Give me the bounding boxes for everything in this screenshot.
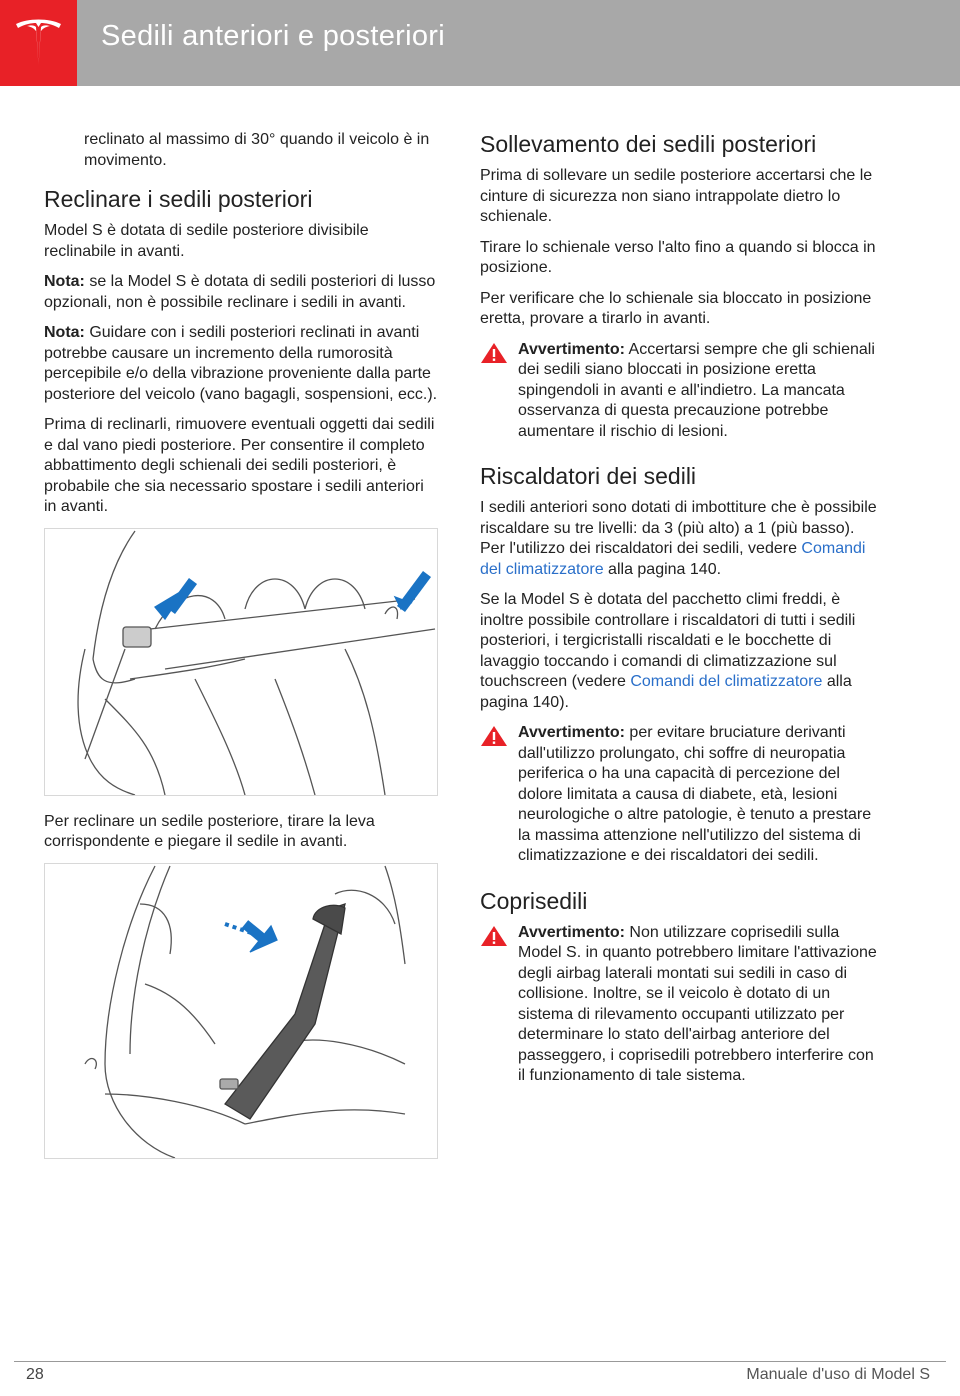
section-heading-heaters: Riscaldatori dei sedili — [480, 463, 697, 489]
warning-label: Avvertimento: — [518, 923, 625, 941]
warning-text: per evitare bruciature derivanti dall'utilizzo prolungato, chi soffre di neuropatia periferica o ha una capacità di percezione del dolore limitata a causa di diabete, età, lesioni neurologiche o altre patologie, è tenuto a prestare la massima attenzione nell'utilizzo del sistema di climatizzazione e dei riscaldatori dei sedili. — [518, 724, 872, 864]
warning-block — [480, 923, 880, 1087]
paragraph: Tirare lo schienale verso l'alto fino a quando si blocca in posizione. — [480, 238, 876, 276]
note-label: Nota: — [44, 273, 85, 290]
paragraph: Per verificare che lo schienale sia bloccato in posizione eretta, provare a tirarlo in avanti. — [480, 289, 872, 327]
text-segment: Se la Model S è dotata del pacchetto climi freddi, è inoltre possibile controllare i riscaldatori di tutti i sedili posteriori, i tergicristalli riscaldati e le bocchette di lavaggio toccando i comandi di climatizzazione sul touchscreen (vedere — [480, 591, 856, 690]
text-segment: I sedili anteriori sono dotati di imbottiture che è possibile riscaldare su tre livelli: da 3 (più alto) a 1 (più basso). Per l'utilizzo dei riscaldatori dei sedili, vedere — [480, 499, 877, 557]
note — [44, 323, 438, 405]
right-column — [480, 130, 880, 1107]
warning-label: Avvertimento: — [518, 340, 625, 358]
warning-block — [480, 723, 880, 867]
note — [44, 272, 438, 313]
warning-icon — [480, 725, 508, 747]
paragraph — [480, 498, 880, 580]
note-text: Guidare con i sedili posteriori reclinati in avanti potrebbe causare un incremento della rumorosità percepibile e/o della vibrazione proveniente dalla parte posteriore del veicolo (vano bagagli, sospensioni, ecc.). — [44, 324, 438, 403]
warning-block — [480, 340, 880, 443]
tesla-logo-icon — [14, 18, 63, 68]
logo-box — [0, 0, 77, 86]
section-heading-raise: Sollevamento dei sedili posteriori — [480, 131, 817, 157]
text-segment: alla pagina 140. — [603, 560, 722, 578]
manual-title: Manuale d'uso di Model S — [746, 1366, 930, 1383]
climate-controls-link[interactable]: Comandi del climatizzatore — [480, 540, 866, 578]
seat-fold-illustration — [44, 863, 438, 1159]
page-title: Sedili anteriori e posteriori — [101, 20, 445, 52]
section-heading-seat-covers: Coprisedili — [480, 887, 588, 914]
warning-text: Non utilizzare coprisedili sulla Model S. in quanto potrebbero limitare l'attivazione degli airbag laterali montati sui sedili in caso di collisione. Inoltre, se il veicolo è dotato di un sistema di rilevamento occupanti utilizzato per determinare lo stato dell'airbag anteriore del passeggero, i coprisedili potrebbero interferire con il funzionamento di tale sistema. — [518, 923, 877, 1084]
climate-controls-link[interactable]: Comandi del climatizzatore — [630, 673, 823, 690]
note-text: se la Model S è dotata di sedili posteriori di lusso opzionali, non è possibile reclinare i sedili in avanti. — [44, 273, 436, 311]
note-label: Nota: — [44, 324, 85, 341]
page-header — [0, 0, 960, 86]
rear-seats-illustration — [44, 528, 438, 796]
paragraph: Prima di sollevare un sedile posteriore accertarsi che le cinture di sicurezza non siano intrappolate dietro lo schienale. — [480, 167, 873, 225]
page-number: 28 — [26, 1366, 44, 1383]
text-segment: alla pagina 140). — [480, 673, 852, 711]
warning-icon — [480, 925, 508, 947]
paragraph: Prima di reclinarli, rimuovere eventuali oggetti dai sedili e dal vano piedi posteriore. Per consentire il completo abbattimento degli schienali dei sedili posteriori, è probabile che sia necessario spostare i sedili anteriori in avanti. — [44, 416, 435, 515]
warning-icon — [480, 342, 508, 364]
paragraph: Model S è dotata di sedile posteriore divisibile reclinabile in avanti. — [44, 222, 369, 260]
left-column — [44, 130, 438, 1175]
section-heading-recline: Reclinare i sedili posteriori — [44, 186, 313, 212]
warning-label: Avvertimento: — [518, 724, 625, 741]
footer-divider — [14, 1361, 946, 1362]
warning-text: Accertarsi sempre che gli schienali dei sedili siano bloccati in posizione eretta spingendoli in avanti e all'indietro. La mancata osservanza di questa precauzione potrebbe aumentare il rischio di lesioni. — [518, 340, 875, 440]
figure-caption: Per reclinare un sedile posteriore, tirare la leva corrispondente e piegare il sedile in avanti. — [44, 812, 375, 850]
paragraph — [480, 590, 880, 713]
intro-text: reclinato al massimo di 30° quando il veicolo è in movimento. — [84, 131, 430, 169]
